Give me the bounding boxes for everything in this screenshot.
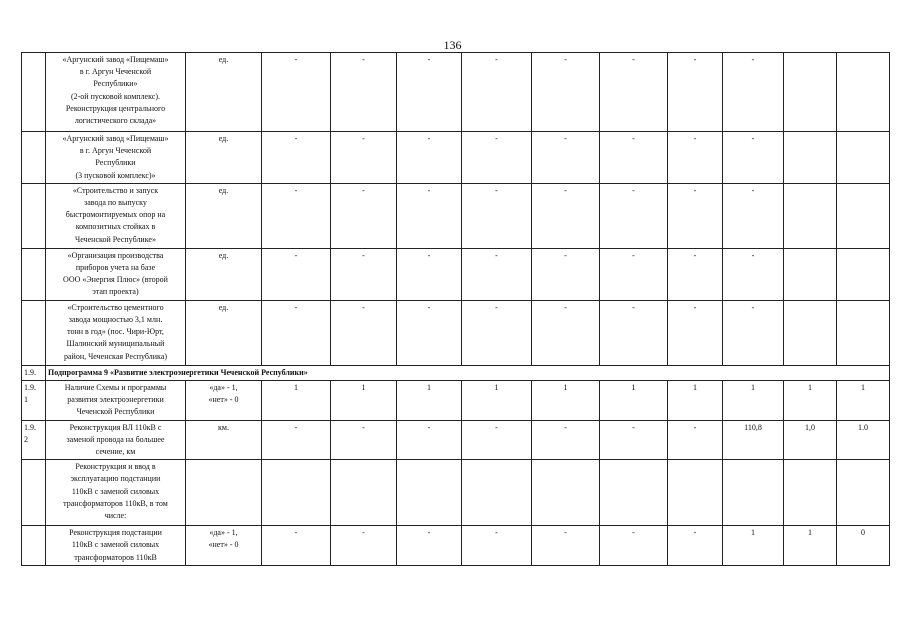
value-cell: - — [693, 250, 697, 260]
value-cell: - — [564, 528, 567, 538]
value-cell: 1 — [294, 383, 298, 393]
table-row — [22, 460, 890, 526]
section-row — [22, 365, 890, 380]
value-cell: - — [495, 422, 498, 432]
value-cell: 1 — [693, 383, 697, 393]
value-cell: - — [362, 528, 365, 538]
page-number: 136 — [443, 38, 462, 52]
value-cell: - — [427, 55, 431, 64]
value-cell: - — [632, 528, 635, 538]
indicator-name: «Строительство цементного завода мощностью 3,1 млн. тонн в год» (пос. Чири-Юрт, Шалинский муниципальный район, Чеченская Республика) — [63, 302, 167, 361]
value-cell: - — [495, 250, 498, 260]
section-title: Подпрограмма 9 «Развитие электроэнергетики Чеченской Республики» — [48, 367, 308, 377]
value-cell: - — [632, 55, 635, 64]
value-cell: - — [362, 185, 365, 195]
value-cell: 1 — [808, 383, 812, 393]
value-cell: - — [495, 185, 498, 195]
value-cell: 110,8 — [744, 422, 762, 432]
indicator-name: «Строительство и запуск завода по выпуску быстромонтируемых опор на композитных стойках в Чеченской Республике» — [65, 185, 166, 244]
unit-cell: ед. — [218, 302, 229, 312]
value-cell: - — [693, 528, 697, 538]
value-cell: - — [495, 302, 498, 312]
indicator-name: Реконструкция ВЛ 110кВ с заменой провода на большее сечение, км — [66, 422, 165, 457]
value-cell: 1 — [861, 383, 865, 393]
value-cell: 1 — [808, 528, 812, 538]
value-cell: - — [495, 55, 498, 64]
value-cell: 1 — [361, 383, 366, 393]
value-cell: - — [751, 302, 755, 312]
unit-cell: ед. — [218, 134, 229, 143]
value-cell: 1 — [427, 383, 431, 393]
value-cell: - — [693, 422, 697, 432]
indicators-table — [21, 52, 890, 566]
value-cell: - — [495, 134, 498, 143]
value-cell: - — [294, 302, 298, 312]
value-cell: - — [564, 302, 567, 312]
value-cell: 0 — [861, 528, 865, 538]
value-cell: - — [427, 302, 431, 312]
unit-cell: ед. — [218, 185, 229, 195]
indicator-name: «Организация производства приборов учета на базе ООО «Энергия Плюс» (второй этап проекта) — [63, 250, 168, 297]
table-row — [22, 183, 890, 248]
value-cell: - — [564, 134, 567, 143]
value-cell: - — [632, 422, 635, 432]
row-number: 1.9. 2 — [24, 422, 36, 444]
value-cell: - — [564, 422, 567, 432]
unit-cell: «да» - 1, «нет» - 0 — [208, 528, 239, 550]
indicator-name: Реконструкция подстанции 110кВ с заменой силовых трансформаторов 110кВ — [69, 528, 162, 562]
unit-cell: ед. — [218, 55, 229, 64]
indicator-name: «Аргунский завод «Пищемаш» в г. Аргун Чеченской Республики (3 пусковой комплекс)» — [62, 134, 169, 180]
indicator-name: Наличие Схемы и программы развития электроэнергетики Чеченской Республики — [64, 383, 167, 417]
value-cell: - — [362, 134, 365, 143]
indicator-name: «Аргунский завод «Пищемаш» в г. Аргун Чеченской Республики» (2-ой пусковой комплекс). Реконструкция центрального логистического склада» — [62, 55, 169, 126]
section-number: 1.9. — [24, 367, 36, 377]
value-cell: 1 — [751, 528, 755, 538]
value-cell: 1 — [751, 383, 755, 393]
value-cell: - — [294, 185, 298, 195]
value-cell: - — [693, 134, 697, 143]
value-cell: - — [632, 185, 635, 195]
value-cell: - — [362, 55, 365, 64]
unit-cell: ед. — [218, 250, 229, 260]
table-row — [22, 132, 890, 184]
table-row — [22, 248, 890, 300]
value-cell: - — [362, 302, 365, 312]
value-cell: - — [751, 185, 755, 195]
value-cell: - — [632, 250, 635, 260]
value-cell: - — [427, 134, 431, 143]
unit-cell: «да» - 1, «нет» - 0 — [208, 383, 239, 405]
unit-cell: км. — [218, 422, 229, 432]
table-row — [22, 381, 890, 421]
value-cell: - — [693, 55, 697, 64]
value-cell: - — [632, 134, 635, 143]
value-cell: - — [751, 250, 755, 260]
table-row — [22, 526, 890, 566]
value-cell: - — [751, 134, 755, 143]
value-cell: - — [632, 302, 635, 312]
value-cell: - — [564, 185, 567, 195]
value-cell: - — [751, 55, 755, 64]
value-cell: 1 — [494, 383, 499, 393]
value-cell: - — [564, 55, 567, 64]
value-cell: - — [362, 422, 365, 432]
value-cell: - — [362, 250, 365, 260]
value-cell: - — [294, 134, 298, 143]
value-cell: - — [427, 422, 431, 432]
value-cell: 1 — [631, 383, 636, 393]
value-cell: - — [427, 250, 431, 260]
table-row — [22, 53, 890, 132]
value-cell: - — [693, 185, 697, 195]
value-cell: 1 — [563, 383, 568, 393]
value-cell: - — [495, 528, 498, 538]
value-cell: - — [427, 528, 431, 538]
value-cell: - — [564, 250, 567, 260]
value-cell: - — [294, 528, 298, 538]
value-cell: - — [294, 55, 298, 64]
indicator-name: Реконструкция и ввод в эксплуатацию подстанции 110кВ с заменой силовых трансформаторов 110кВ, в том числе: — [63, 462, 168, 521]
value-cell: 1,0 — [805, 422, 815, 432]
value-cell: - — [693, 302, 697, 312]
value-cell: - — [427, 185, 431, 195]
value-cell: - — [294, 422, 298, 432]
table-row — [22, 300, 890, 365]
row-number: 1.9. 1 — [24, 383, 36, 405]
value-cell: 1.0 — [858, 422, 868, 432]
value-cell: - — [294, 250, 298, 260]
table-row — [22, 420, 890, 460]
